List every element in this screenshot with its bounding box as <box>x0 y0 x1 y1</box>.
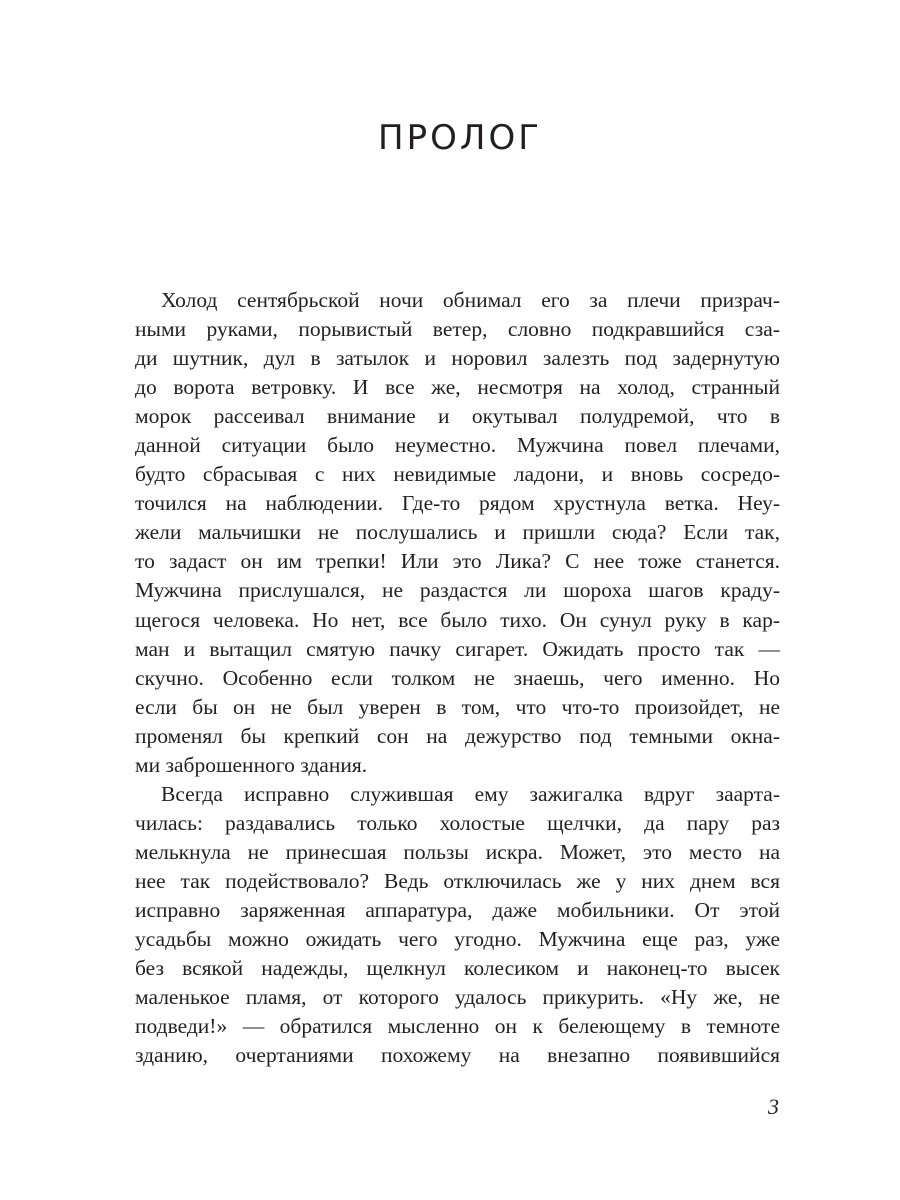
text-line: щегося человека. Но нет, все было тихо. Он сунул руку в кар- <box>135 607 780 632</box>
text-line: будто сбрасывая с них невидимые ладони, и вновь сосредо- <box>135 462 780 487</box>
text-line: точился на наблюдении. Где-то рядом хрустнула ветка. Неу- <box>135 491 780 516</box>
text-line: ми заброшенного здания. <box>135 752 368 777</box>
text-line: жели мальчишки не послушались и пришли сюда? Если так, <box>135 520 780 545</box>
page-number: 3 <box>768 1094 779 1119</box>
text-line: скучно. Особенно если толком не знаешь, чего именно. Но <box>135 665 780 690</box>
text-line: то задаст он им трепки! Или это Лика? С нее тоже станется. <box>135 549 780 574</box>
text-line: чилась: раздавались только холостые щелчки, да пару раз <box>135 810 780 835</box>
chapter-title: ПРОЛОГ <box>378 118 542 158</box>
body-text <box>135 286 780 1070</box>
text-line: променял бы крепкий сон на дежурство под темными окна- <box>135 723 780 748</box>
text-line: Всегда исправно служившая ему зажигалка вдруг заарта- <box>161 781 780 806</box>
text-line: ди шутник, дул в затылок и норовил залезть под задернутую <box>135 346 780 371</box>
text-line: подведи!» — обратился мысленно он к белеющему в темноте <box>135 1014 780 1039</box>
text-line: морок рассеивал внимание и окутывал полудремой, что в <box>135 404 780 429</box>
text-line: если бы он не был уверен в том, что что-то произойдет, не <box>135 694 780 719</box>
text-line: без всякой надежды, щелкнул колесиком и наконец-то высек <box>135 956 780 981</box>
text-line: нее так подействовало? Ведь отключилась же у них днем вся <box>135 868 780 893</box>
text-line: усадьбы можно ожидать чего угодно. Мужчина еще раз, уже <box>135 927 780 952</box>
text-line: мелькнула не принесшая пользы искра. Может, это место на <box>135 839 780 864</box>
text-line: Холод сентябрьской ночи обнимал его за плечи призрач- <box>161 288 780 312</box>
text-line: исправно заряженная аппаратура, даже мобильники. От этой <box>135 897 780 922</box>
text-line: маленькое пламя, от которого удалось прикурить. «Ну же, не <box>135 985 780 1010</box>
text-line: до ворота ветровку. И все же, несмотря на холод, странный <box>135 375 780 400</box>
text-line: Мужчина прислушался, не раздастся ли шороха шагов краду- <box>135 578 780 603</box>
text-line: ман и вытащил смятую пачку сигарет. Ожидать просто так — <box>135 636 780 661</box>
text-line: зданию, очертаниями похожему на внезапно появившийся <box>135 1043 780 1068</box>
text-line: ными руками, порывистый ветер, словно подкравшийся сза- <box>135 317 780 342</box>
text-line: данной ситуации было неуместно. Мужчина повел плечами, <box>135 433 780 458</box>
